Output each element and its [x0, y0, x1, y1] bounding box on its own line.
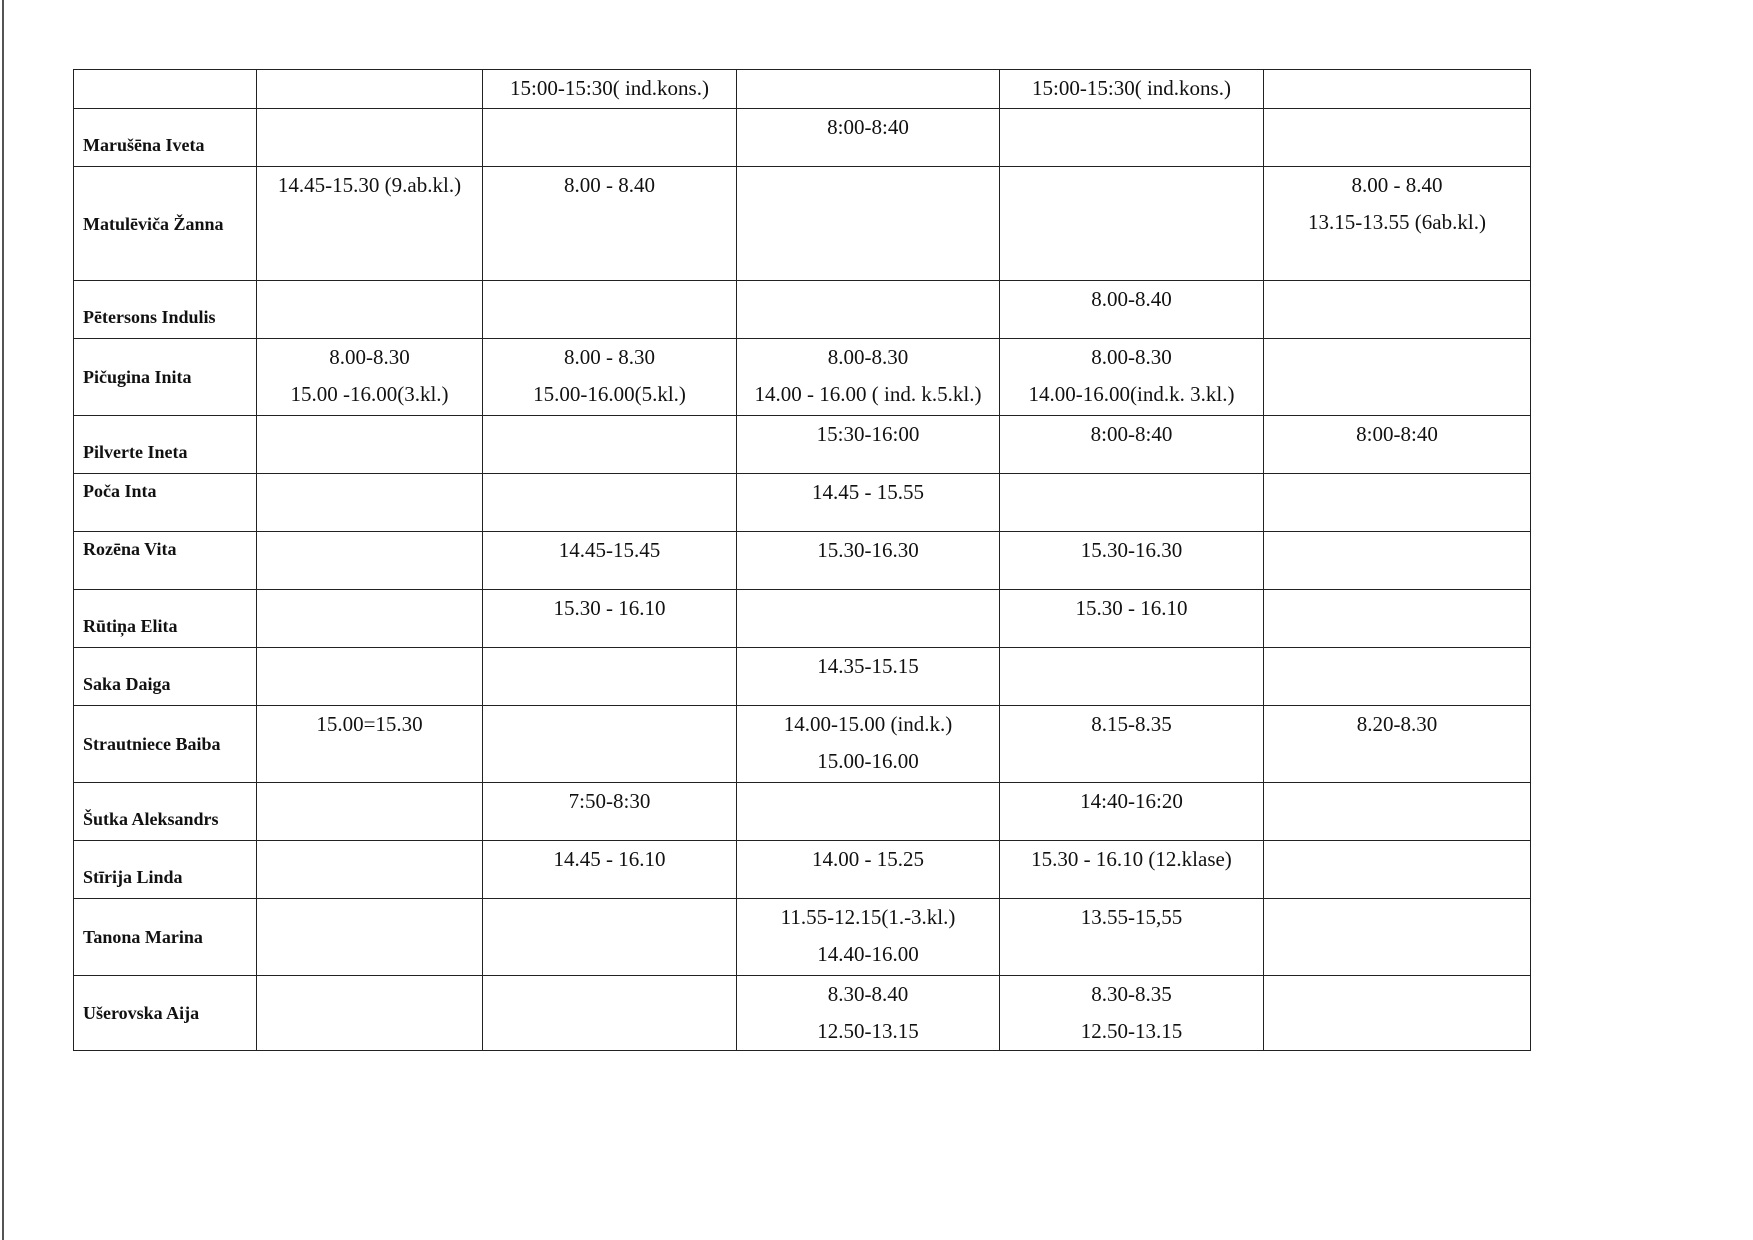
- time-slot-cell: [1264, 532, 1531, 590]
- teacher-name-cell: Matulēviča Žanna: [74, 167, 257, 281]
- time-slot-cell: [483, 783, 737, 841]
- time-slot-cell: [257, 281, 483, 339]
- time-slot-text: 8.00 - 8.40: [564, 173, 655, 197]
- time-slot-text: 15:00-15:30( ind.kons.): [510, 76, 709, 100]
- time-slot-text: 15.00 -16.00(3.kl.): [290, 382, 449, 406]
- time-slot-cell: [1000, 783, 1264, 841]
- time-slot-cell: [1000, 416, 1264, 474]
- time-slot-cell: [737, 281, 1000, 339]
- time-slot-cell: [1264, 339, 1531, 416]
- table-row: [74, 899, 1531, 976]
- time-slot-cell: [1000, 281, 1264, 339]
- time-slot-cell: [483, 706, 737, 783]
- time-slot-text: 12.50-13.15: [817, 1019, 919, 1043]
- teacher-name-cell: Šutka Aleksandrs: [74, 783, 257, 841]
- time-slot-cell: [483, 416, 737, 474]
- time-slot-cell: [257, 339, 483, 416]
- time-slot-cell: [1000, 167, 1264, 281]
- time-slot-cell: [1264, 590, 1531, 648]
- time-slot-cell: [1000, 70, 1264, 109]
- time-slot-text: 8.00-8.30: [827, 345, 909, 369]
- table-row: [74, 339, 1531, 416]
- time-slot-cell: [1264, 648, 1531, 706]
- time-slot-text: 7:50-8:30: [568, 789, 651, 813]
- time-slot-text: 8:00-8:40: [827, 115, 909, 139]
- time-slot-text: 15.30-16.30: [817, 538, 919, 562]
- time-slot-cell: [257, 474, 483, 532]
- time-slot-cell: [483, 648, 737, 706]
- time-slot-text: 15.30 - 16.10 (12.klase): [1031, 847, 1232, 871]
- teacher-name-cell: Saka Daiga: [74, 648, 257, 706]
- time-slot-cell: [1264, 109, 1531, 167]
- time-slot-cell: [1264, 474, 1531, 532]
- time-slot-text: 15:00-15:30( ind.kons.): [1032, 76, 1231, 100]
- table-row: [74, 416, 1531, 474]
- time-slot-cell: [1264, 281, 1531, 339]
- time-slot-text: 14.00-15.00 (ind.k.): [783, 712, 953, 736]
- time-slot-cell: [737, 841, 1000, 899]
- time-slot-cell: [1264, 706, 1531, 783]
- table-row: [74, 706, 1531, 783]
- teacher-name-cell: Pilverte Ineta: [74, 416, 257, 474]
- time-slot-text: 14.00 - 16.00 ( ind. k.5.kl.): [754, 382, 982, 406]
- time-slot-cell: [257, 899, 483, 976]
- time-slot-text: 8.00 - 8.30: [564, 345, 655, 369]
- time-slot-text: 14.45 - 15.55: [812, 480, 924, 504]
- time-slot-cell: [737, 706, 1000, 783]
- teacher-name-cell: Pičugina Inita: [74, 339, 257, 416]
- time-slot-cell: [1000, 976, 1264, 1051]
- time-slot-cell: [483, 167, 737, 281]
- table-row: [74, 841, 1531, 899]
- time-slot-cell: [1000, 339, 1264, 416]
- time-slot-cell: [483, 339, 737, 416]
- table-row: [74, 167, 1531, 281]
- time-slot-text: 15.00-16.00: [817, 749, 919, 773]
- time-slot-text: 13.55-15,55: [1080, 905, 1183, 929]
- time-slot-text: 14.35-15.15: [817, 654, 919, 678]
- time-slot-text: 14.45-15.45: [558, 538, 661, 562]
- time-slot-text: 15.00-16.00(5.kl.): [533, 382, 686, 406]
- time-slot-cell: [1000, 474, 1264, 532]
- table-row: [74, 474, 1531, 532]
- time-slot-text: 14.00 - 15.25: [812, 847, 924, 871]
- time-slot-cell: [257, 70, 483, 109]
- time-slot-text: 14:40-16:20: [1080, 789, 1183, 813]
- time-slot-cell: [737, 976, 1000, 1051]
- time-slot-text: 8:00-8:40: [1356, 422, 1438, 446]
- time-slot-text: 15.30-16.30: [1080, 538, 1183, 562]
- time-slot-text: 8.00 - 8.40: [1351, 173, 1443, 197]
- time-slot-text: 13.15-13.55 (6ab.kl.): [1308, 210, 1486, 234]
- time-slot-text: 8.30-8.40: [827, 982, 909, 1006]
- time-slot-text: 11.55-12.15(1.-3.kl.): [780, 905, 956, 929]
- time-slot-cell: [737, 474, 1000, 532]
- teacher-name-cell: Rūtiņa Elita: [74, 590, 257, 648]
- time-slot-cell: [257, 109, 483, 167]
- scan-edge-line: [2, 0, 4, 1240]
- time-slot-cell: [257, 706, 483, 783]
- teacher-name-cell: Marušēna Iveta: [74, 109, 257, 167]
- time-slot-cell: [1000, 109, 1264, 167]
- consultation-schedule-table: [73, 69, 1531, 1051]
- time-slot-cell: [257, 416, 483, 474]
- table-row: [74, 532, 1531, 590]
- time-slot-cell: [483, 109, 737, 167]
- time-slot-cell: [1000, 706, 1264, 783]
- time-slot-text: 8.30-8.35: [1091, 982, 1172, 1006]
- time-slot-cell: [737, 339, 1000, 416]
- time-slot-cell: [737, 899, 1000, 976]
- schedule-body: [74, 70, 1531, 1051]
- time-slot-cell: [257, 590, 483, 648]
- time-slot-text: 14.45-15.30 (9.ab.kl.): [277, 173, 462, 197]
- time-slot-cell: [483, 899, 737, 976]
- time-slot-cell: [1000, 899, 1264, 976]
- time-slot-cell: [257, 841, 483, 899]
- time-slot-cell: [1264, 783, 1531, 841]
- time-slot-cell: [737, 590, 1000, 648]
- time-slot-cell: [483, 841, 737, 899]
- time-slot-text: 8.20-8.30: [1356, 712, 1438, 736]
- time-slot-cell: [737, 416, 1000, 474]
- time-slot-cell: [483, 532, 737, 590]
- time-slot-text: 15.30 - 16.10: [553, 596, 666, 620]
- time-slot-text: 8.15-8.35: [1091, 712, 1172, 736]
- time-slot-cell: [737, 532, 1000, 590]
- time-slot-text: 8.00-8.40: [1091, 287, 1172, 311]
- time-slot-cell: [737, 167, 1000, 281]
- time-slot-text: 8.00-8.30: [1091, 345, 1172, 369]
- table-row: [74, 109, 1531, 167]
- time-slot-cell: [1000, 841, 1264, 899]
- time-slot-cell: [257, 532, 483, 590]
- time-slot-cell: [1264, 976, 1531, 1051]
- time-slot-cell: [257, 648, 483, 706]
- table-row: [74, 590, 1531, 648]
- time-slot-cell: [483, 590, 737, 648]
- time-slot-text: 14.45 - 16.10: [553, 847, 666, 871]
- time-slot-cell: [737, 70, 1000, 109]
- time-slot-cell: [483, 474, 737, 532]
- time-slot-cell: [737, 783, 1000, 841]
- time-slot-cell: [483, 281, 737, 339]
- time-slot-cell: [1000, 648, 1264, 706]
- teacher-name-cell: [74, 70, 257, 109]
- time-slot-cell: [1264, 841, 1531, 899]
- teacher-name-cell: Ušerovska Aija: [74, 976, 257, 1051]
- time-slot-text: 14.00-16.00(ind.k. 3.kl.): [1028, 382, 1235, 406]
- time-slot-cell: [1264, 899, 1531, 976]
- time-slot-cell: [1264, 167, 1531, 281]
- teacher-name-cell: Tanona Marina: [74, 899, 257, 976]
- time-slot-text: 15:30-16:00: [816, 422, 920, 446]
- table-row: [74, 783, 1531, 841]
- table-row: [74, 976, 1531, 1051]
- time-slot-cell: [483, 976, 737, 1051]
- time-slot-cell: [257, 167, 483, 281]
- time-slot-cell: [1000, 532, 1264, 590]
- time-slot-cell: [737, 109, 1000, 167]
- table-row: [74, 70, 1531, 109]
- time-slot-text: 12.50-13.15: [1080, 1019, 1183, 1043]
- table-row: [74, 281, 1531, 339]
- time-slot-cell: [737, 648, 1000, 706]
- time-slot-cell: [1000, 590, 1264, 648]
- teacher-name-cell: Strautniece Baiba: [74, 706, 257, 783]
- time-slot-cell: [1264, 70, 1531, 109]
- time-slot-cell: [257, 976, 483, 1051]
- time-slot-text: 8.00-8.30: [329, 345, 410, 369]
- teacher-name-cell: Poča Inta: [74, 474, 257, 532]
- time-slot-text: 15.00=15.30: [316, 712, 423, 736]
- time-slot-cell: [257, 783, 483, 841]
- teacher-name-cell: Pētersons Indulis: [74, 281, 257, 339]
- time-slot-cell: [1264, 416, 1531, 474]
- time-slot-text: 8:00-8:40: [1090, 422, 1173, 446]
- time-slot-text: 15.30 - 16.10: [1075, 596, 1188, 620]
- time-slot-text: 14.40-16.00: [817, 942, 919, 966]
- teacher-name-cell: Stīrija Linda: [74, 841, 257, 899]
- table-row: [74, 648, 1531, 706]
- time-slot-cell: [483, 70, 737, 109]
- teacher-name-cell: Rozēna Vita: [74, 532, 257, 590]
